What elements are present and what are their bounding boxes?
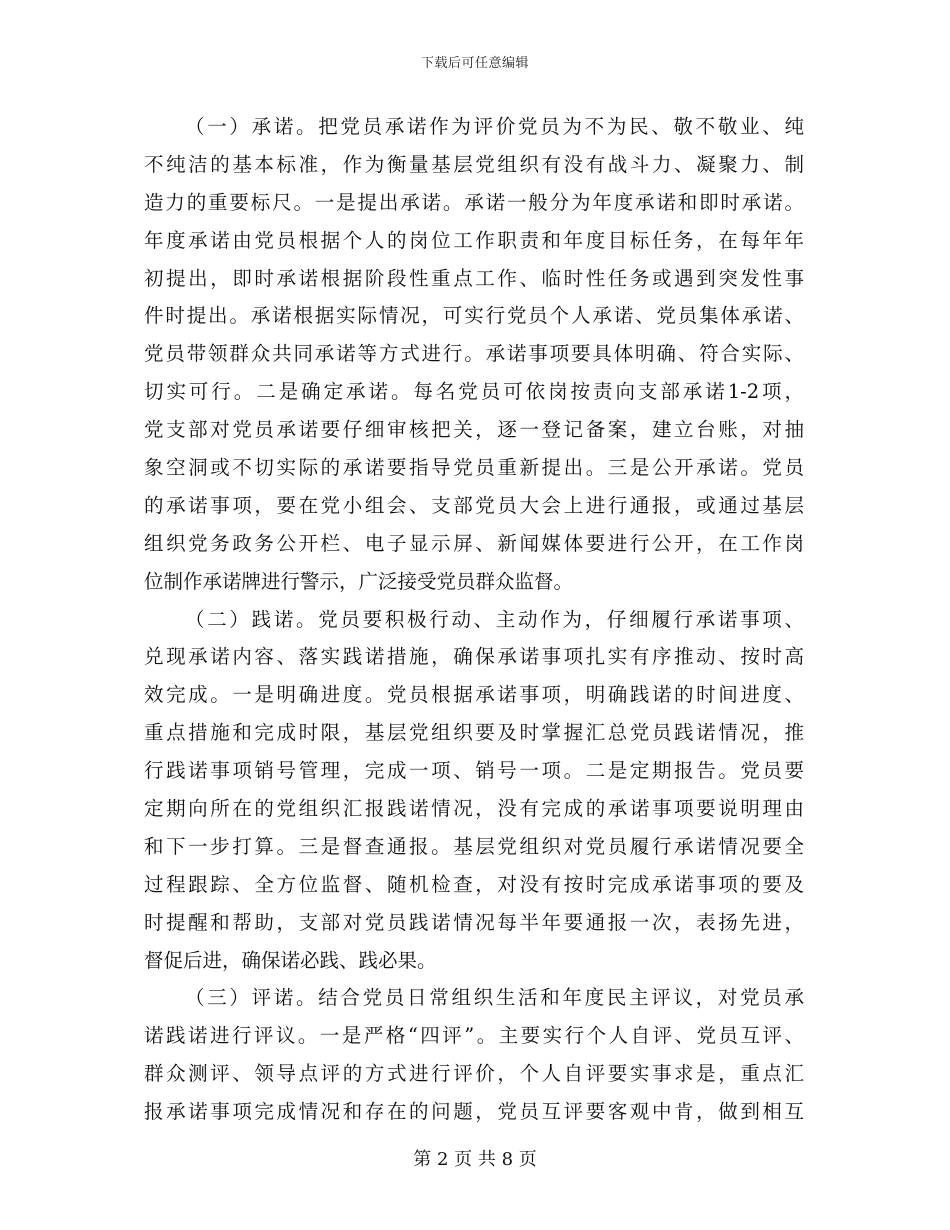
- paragraph-line: （二）践诺。党员要积极行动、主动作为，仔细履行承诺事项、: [185, 607, 804, 631]
- paragraph-line: 重点措施和完成时限，基层党组织要及时掌握汇总党员践诺情况，推: [144, 721, 804, 745]
- paragraph-line: 行践诺事项销号管理，完成一项、销号一项。二是定期报告。党员要: [144, 759, 804, 783]
- paragraph-line: 报承诺事项完成情况和存在的问题，党员互评要客观中肯，做到相互: [144, 1100, 804, 1124]
- paragraph-line: 诺践诺进行评议。一是严格“四评”。主要实行个人自评、党员互评、: [144, 1024, 804, 1048]
- paragraph-line: 和下一步打算。三是督查通报。基层党组织对党员履行承诺情况要全: [144, 834, 804, 858]
- paragraph-line: 组织党务政务公开栏、电子显示屏、新闻媒体要进行公开，在工作岗: [144, 531, 804, 555]
- page-number: 第 2 页 共 8 页: [413, 1149, 537, 1170]
- paragraph-line: （一）承诺。把党员承诺作为评价党员为不为民、敬不敬业、纯: [185, 115, 804, 138]
- paragraph-line: 党支部对党员承诺要仔细审核把关，逐一登记备案，建立台账，对抽: [144, 418, 804, 442]
- paragraph-line: 党员带领群众共同承诺等方式进行。承诺事项要具体明确、符合实际、: [144, 342, 804, 366]
- paragraph-line: （三）评诺。结合党员日常组织生活和年度民主评议，对党员承: [185, 986, 804, 1010]
- header-note: 下载后可任意编辑: [420, 56, 529, 71]
- paragraph-line: 切实可行。二是确定承诺。每名党员可依岗按责向支部承诺1-2项，: [144, 380, 804, 404]
- paragraph-line: 件时提出。承诺根据实际情况，可实行党员个人承诺、党员集体承诺、: [144, 304, 804, 328]
- paragraph-line: 时提醒和帮助，支部对党员践诺情况每半年要通报一次，表扬先进，: [144, 910, 804, 934]
- paragraph-line: 初提出，即时承诺根据阶段性重点工作、临时性任务或遇到突发性事: [144, 266, 804, 290]
- paragraph-line: 督促后进，确保诺必践、践必果。: [144, 948, 437, 972]
- paragraph-line: 群众测评、领导点评的方式进行评价，个人自评要实事求是，重点汇: [144, 1062, 804, 1086]
- paragraph-line: 造力的重要标尺。一是提出承诺。承诺一般分为年度承诺和即时承诺。: [144, 190, 804, 214]
- paragraph-line: 兑现承诺内容、落实践诺措施，确保承诺事项扎实有序推动、按时高: [144, 645, 804, 669]
- paragraph-line: 象空洞或不切实际的承诺要指导党员重新提出。三是公开承诺。党员: [144, 456, 804, 480]
- paragraph-line: 定期向所在的党组织汇报践诺情况，没有完成的承诺事项要说明理由: [144, 797, 804, 821]
- body-text: [144, 108, 804, 1131]
- paragraph-line: 不纯洁的基本标准，作为衡量基层党组织有没有战斗力、凝聚力、制: [144, 152, 804, 176]
- paragraph-line: 年度承诺由党员根据个人的岗位工作职责和年度目标任务，在每年年: [144, 228, 804, 252]
- paragraph-line: 效完成。一是明确进度。党员根据承诺事项，明确践诺的时间进度、: [144, 683, 804, 707]
- paragraph-line: 位制作承诺牌进行警示，广泛接受党员群众监督。: [144, 569, 574, 593]
- paragraph-line: 过程跟踪、全方位监督、随机检查，对没有按时完成承诺事项的要及: [144, 872, 804, 896]
- paragraph-line: 的承诺事项，要在党小组会、支部党员大会上进行通报，或通过基层: [144, 493, 804, 517]
